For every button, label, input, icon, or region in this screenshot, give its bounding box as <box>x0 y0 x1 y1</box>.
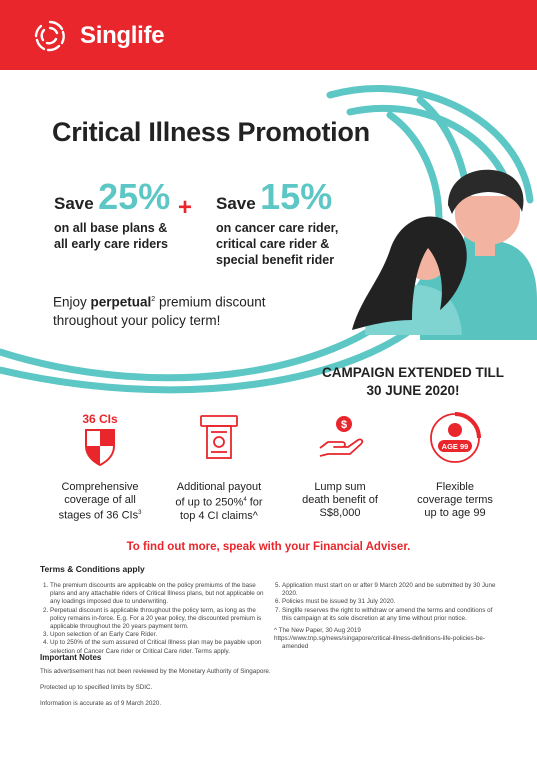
call-to-action: To find out more, speak with your Financial Adviser. <box>126 541 411 553</box>
campaign-line2: 30 JUNE 2020! <box>366 383 460 398</box>
offer1-percent: 25% <box>98 176 171 217</box>
enjoy-bold: perpetual <box>90 294 152 310</box>
term-3: 3. Upon selection of an Early Care Rider. <box>50 631 265 639</box>
term-6: 6. Policies must be issued by 31 July 2020. <box>282 598 502 606</box>
feature4-line2: coverage terms <box>417 494 493 506</box>
offer2-percent: 15% <box>260 176 333 217</box>
feature2-footnote: 4 <box>243 497 247 503</box>
offer2-line3: special benefit rider <box>216 253 335 267</box>
shield-icon <box>70 410 130 466</box>
feature2-line1: Additional payout <box>176 481 262 493</box>
age-person-icon <box>425 410 485 466</box>
important-line-3: Information is accurate as of 9 March 2020. <box>40 700 162 707</box>
campaign-line1: CAMPAIGN EXTENDED TILL <box>322 365 504 380</box>
note-line1: The New Paper, 30 Aug 2019 <box>278 627 361 635</box>
feature-death-benefit <box>280 410 400 520</box>
feature-payout <box>159 410 279 523</box>
feature-coverage <box>40 410 160 523</box>
term-1: 1. The premium discounts are applicable on the policy premiums of the base plans and any attachable riders of Critical Illness plans, but not applicable on any loadings imposed due to underwriting. <box>50 582 265 607</box>
offer1-save-word: Save <box>54 194 94 213</box>
offer2-line2: critical care rider & <box>216 237 330 251</box>
important-line-1: This advertisement has not been reviewed by the Monetary Authority of Singapore. <box>40 668 271 675</box>
term-4: 4. Up to 250% of the sum assured of Critical Illness plan may be payable upon selection of Cancer Care rider or Critical Care rider. Terms apply. <box>50 639 265 655</box>
feature-age <box>395 410 515 520</box>
feature2-line2b: for <box>246 496 263 509</box>
shield-badge: 36 CIs <box>82 412 118 426</box>
note-mark: ^ <box>274 627 277 635</box>
offer-15-block <box>216 176 338 268</box>
offer-25-block <box>54 176 170 252</box>
offer1-line1: on all base plans & <box>54 221 168 235</box>
money-payout-icon <box>189 410 249 466</box>
plus-sign: + <box>178 194 193 221</box>
terms-right-column <box>272 582 502 652</box>
note-url: https://www.tnp.sg/news/singapore/critical-illness-definitions-life-policies-be-amended <box>274 635 486 651</box>
feature3-line1: Lump sum <box>314 481 366 493</box>
enjoy-pre: Enjoy <box>53 294 91 310</box>
feature3-line2: death benefit of <box>302 494 378 506</box>
feature1-line3: stages of 36 CIs <box>58 509 139 522</box>
offer2-save-word: Save <box>216 194 256 213</box>
brand-name: Singlife <box>80 22 165 49</box>
page-title: Critical Illness Promotion <box>52 117 370 147</box>
feature1-line1: Comprehensive <box>61 481 139 493</box>
coin-symbol: $ <box>340 419 348 431</box>
age-badge: AGE 99 <box>441 442 469 451</box>
offer2-line1: on cancer care rider, <box>216 221 339 235</box>
offer1-line2: all early care riders <box>54 237 168 251</box>
feature2-line2: of up to 250% <box>175 496 244 509</box>
term-5: 5. Application must start on or after 9 March 2020 and be submitted by 30 June 2020. <box>282 582 502 598</box>
feature4-line1: Flexible <box>436 481 474 493</box>
important-line-2: Protected up to specified limits by SDIC. <box>40 684 153 691</box>
feature1-footnote: 3 <box>138 510 142 516</box>
feature1-line2: coverage of all <box>64 494 136 506</box>
enjoy-line2: throughout your policy term! <box>53 312 221 328</box>
terms-left-column <box>40 582 265 656</box>
term-2: 2. Perpetual discount is applicable throughout the policy term, as long as the policy remains in-force. E.g. For a 20 year policy, the discounted premium is applicable throughout the 20 years payment term. <box>50 607 265 632</box>
terms-title: Terms & Conditions apply <box>40 564 145 574</box>
important-notes-title: Important Notes <box>40 653 102 662</box>
enjoy-footnote: 2 <box>151 296 156 303</box>
feature4-line3: up to age 99 <box>424 507 486 519</box>
enjoy-post: premium discount <box>155 294 266 310</box>
feature2-line3: top 4 CI claims^ <box>180 509 258 522</box>
term-7: 7. Singlife reserves the right to withdraw or amend the terms and conditions of this campaign at its sole discretion at any time without prior notice. <box>282 607 502 623</box>
footnote-source <box>272 627 502 652</box>
hand-coin-icon <box>310 410 370 466</box>
campaign-notice <box>318 364 508 400</box>
perpetual-discount-text <box>53 291 266 330</box>
feature3-line3: S$8,000 <box>319 507 361 519</box>
